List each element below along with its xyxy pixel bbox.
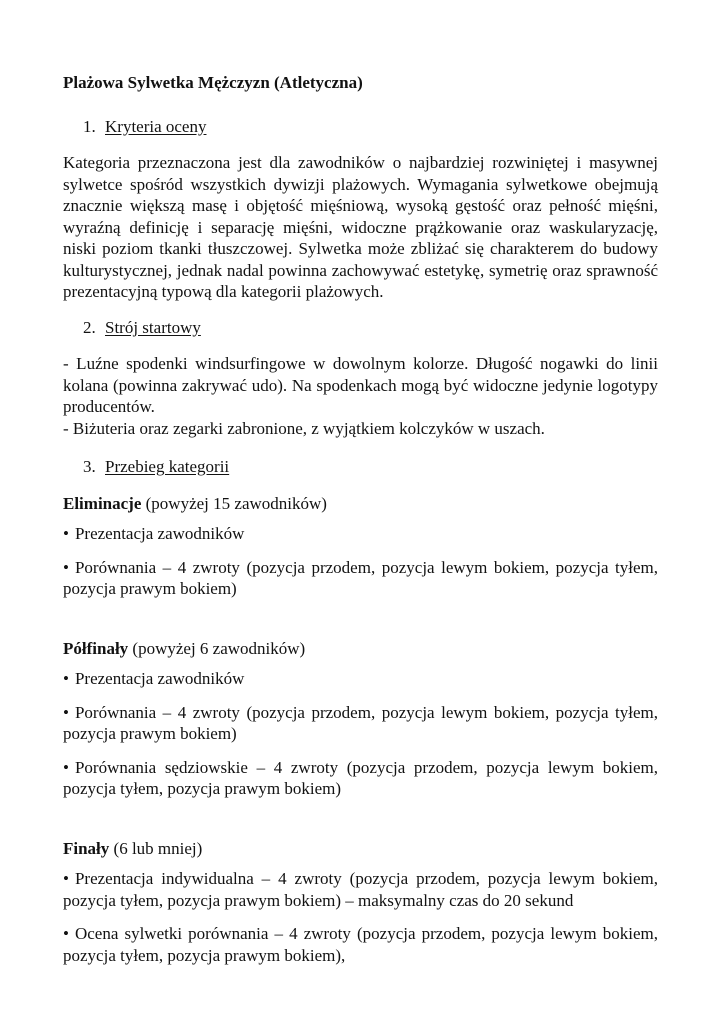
section-number: 2.: [83, 317, 96, 337]
bullet-marker: •: [63, 757, 69, 777]
phase-qualifier: (6 lub mniej): [109, 838, 203, 858]
section-heading-text: Przebieg kategorii: [105, 457, 230, 476]
phase-name: Finały: [63, 838, 110, 858]
phase-item-text: Porównania – 4 zwroty (pozycja przodem, pozycja lewym bokiem, pozycja tyłem, pozycja prawym bokiem): [63, 557, 658, 598]
section-number: 1.: [83, 116, 96, 136]
attire-rule-shorts: - Luźne spodenki windsurfingowe w dowolnym kolorze. Długość nogawki do linii kolana (powinna zakrywać udo). Na spodenkach mogą być widoczne jedynie logotypy producentów.: [63, 354, 658, 416]
attire-rules: [63, 353, 658, 439]
phase-item: [63, 923, 658, 966]
phase-item-text: Prezentacja indywidualna – 4 zwroty (pozycja przodem, pozycja lewym bokiem, pozycja tyłem, pozycja prawym bokiem) – maksymalny czas do 20 sekund: [63, 869, 658, 910]
phase-item-text: Prezentacja zawodników: [74, 524, 245, 543]
phase-name: Eliminacje: [63, 493, 142, 513]
phase-name: Półfinały: [63, 638, 129, 658]
section-heading-text: Kryteria oceny: [105, 116, 207, 136]
bullet-marker: •: [63, 557, 69, 577]
phase-item: [63, 668, 658, 690]
section-heading-przebieg-kategorii: [63, 456, 658, 478]
bullet-marker: •: [63, 869, 69, 888]
bullet-marker: •: [63, 702, 69, 722]
section-number: 3.: [83, 457, 96, 476]
document-title: Plażowa Sylwetka Mężczyzn (Atletyczna): [63, 73, 363, 92]
phase-item-text: Ocena sylwetki porównania – 4 zwroty (pozycja przodem, pozycja lewym bokiem, pozycja tyłem, pozycja prawym bokiem),: [63, 924, 658, 965]
criteria-paragraph: Kategoria przeznaczona jest dla zawodników o najbardziej rozwiniętej i masywnej sylwetce spośród wszystkich dywizji plażowych. Wymagania sylwetkowe obejmują znacznie większą masę i objętość mięśniową, wysoką gęstość oraz pełność mięśni, wyraźną definicję i separację mięśni, widoczne prążkowanie oraz waskularyzację, niski poziom tkanki tłuszczowej. Sylwetka może zbliżać się charakterem do budowy kulturystycznej, jednak nadal powinna zachowywać estetykę, symetrię oraz sprawność prezentacyjną typową dla kategorii plażowych.: [63, 153, 658, 301]
phase-item: [63, 757, 658, 800]
phase-item: [63, 557, 658, 600]
phase-item-text: Porównania sędziowskie – 4 zwroty (pozycja przodem, pozycja lewym bokiem, pozycja tyłem, pozycja prawym bokiem): [63, 757, 658, 798]
phase-header-finaly: [63, 838, 658, 860]
phase-item-text: Prezentacja zawodników: [74, 669, 245, 688]
phase-item-text: Porównania – 4 zwroty (pozycja przodem, pozycja lewym bokiem, pozycja tyłem, pozycja prawym bokiem): [63, 702, 658, 743]
phase-item: [63, 702, 658, 745]
phase-header-eliminacje: [63, 493, 658, 515]
bullet-marker: •: [63, 524, 69, 543]
phase-header-polfinaly: [63, 638, 658, 660]
phase-item: [63, 523, 658, 545]
section-heading-stroj-startowy: [63, 317, 658, 339]
bullet-marker: •: [63, 669, 69, 688]
phase-qualifier: (powyżej 15 zawodników): [141, 493, 327, 513]
phase-item: [63, 868, 658, 911]
phase-qualifier: (powyżej 6 zawodników): [128, 638, 306, 658]
section-heading-kryteria-oceny: [63, 116, 658, 138]
section-heading-text: Strój startowy: [105, 317, 201, 337]
bullet-marker: •: [63, 924, 69, 943]
attire-rule-jewelry: - Biżuteria oraz zegarki zabronione, z wyjątkiem kolczyków w uszach.: [63, 418, 545, 438]
